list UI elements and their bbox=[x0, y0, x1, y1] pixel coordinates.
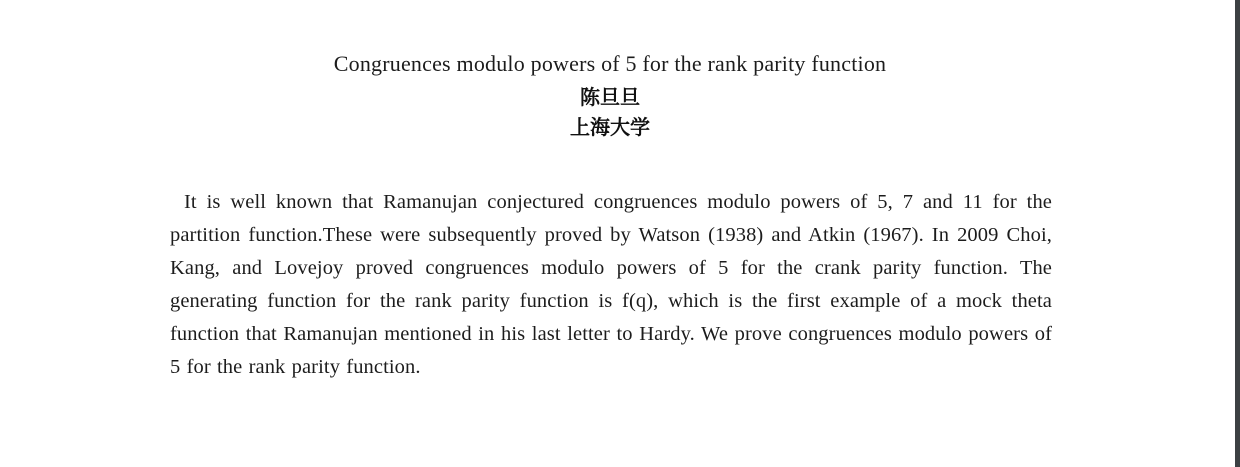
paper-affiliation: 上海大学 bbox=[570, 115, 650, 139]
paper-abstract: It is well known that Ramanujan conjectured congruences modulo powers of 5, 7 and 11 for the partition function.These were subsequently proved by Watson (1938) and Atkin (1967). In 2009 Choi, Kang, and Lovejoy proved congruences modulo powers of 5 for the crank parity function. The generating function for the rank parity function is f(q), which is the first example of a mock theta function that Ramanujan mentioned in his last letter to Hardy. We prove congruences modulo powers of 5 for the rank parity function. bbox=[170, 191, 1052, 378]
window-right-edge-bar bbox=[1235, 0, 1240, 467]
paper-title: Congruences modulo powers of 5 for the rank parity function bbox=[333, 51, 887, 76]
paper-author: 陈旦旦 bbox=[580, 85, 640, 109]
